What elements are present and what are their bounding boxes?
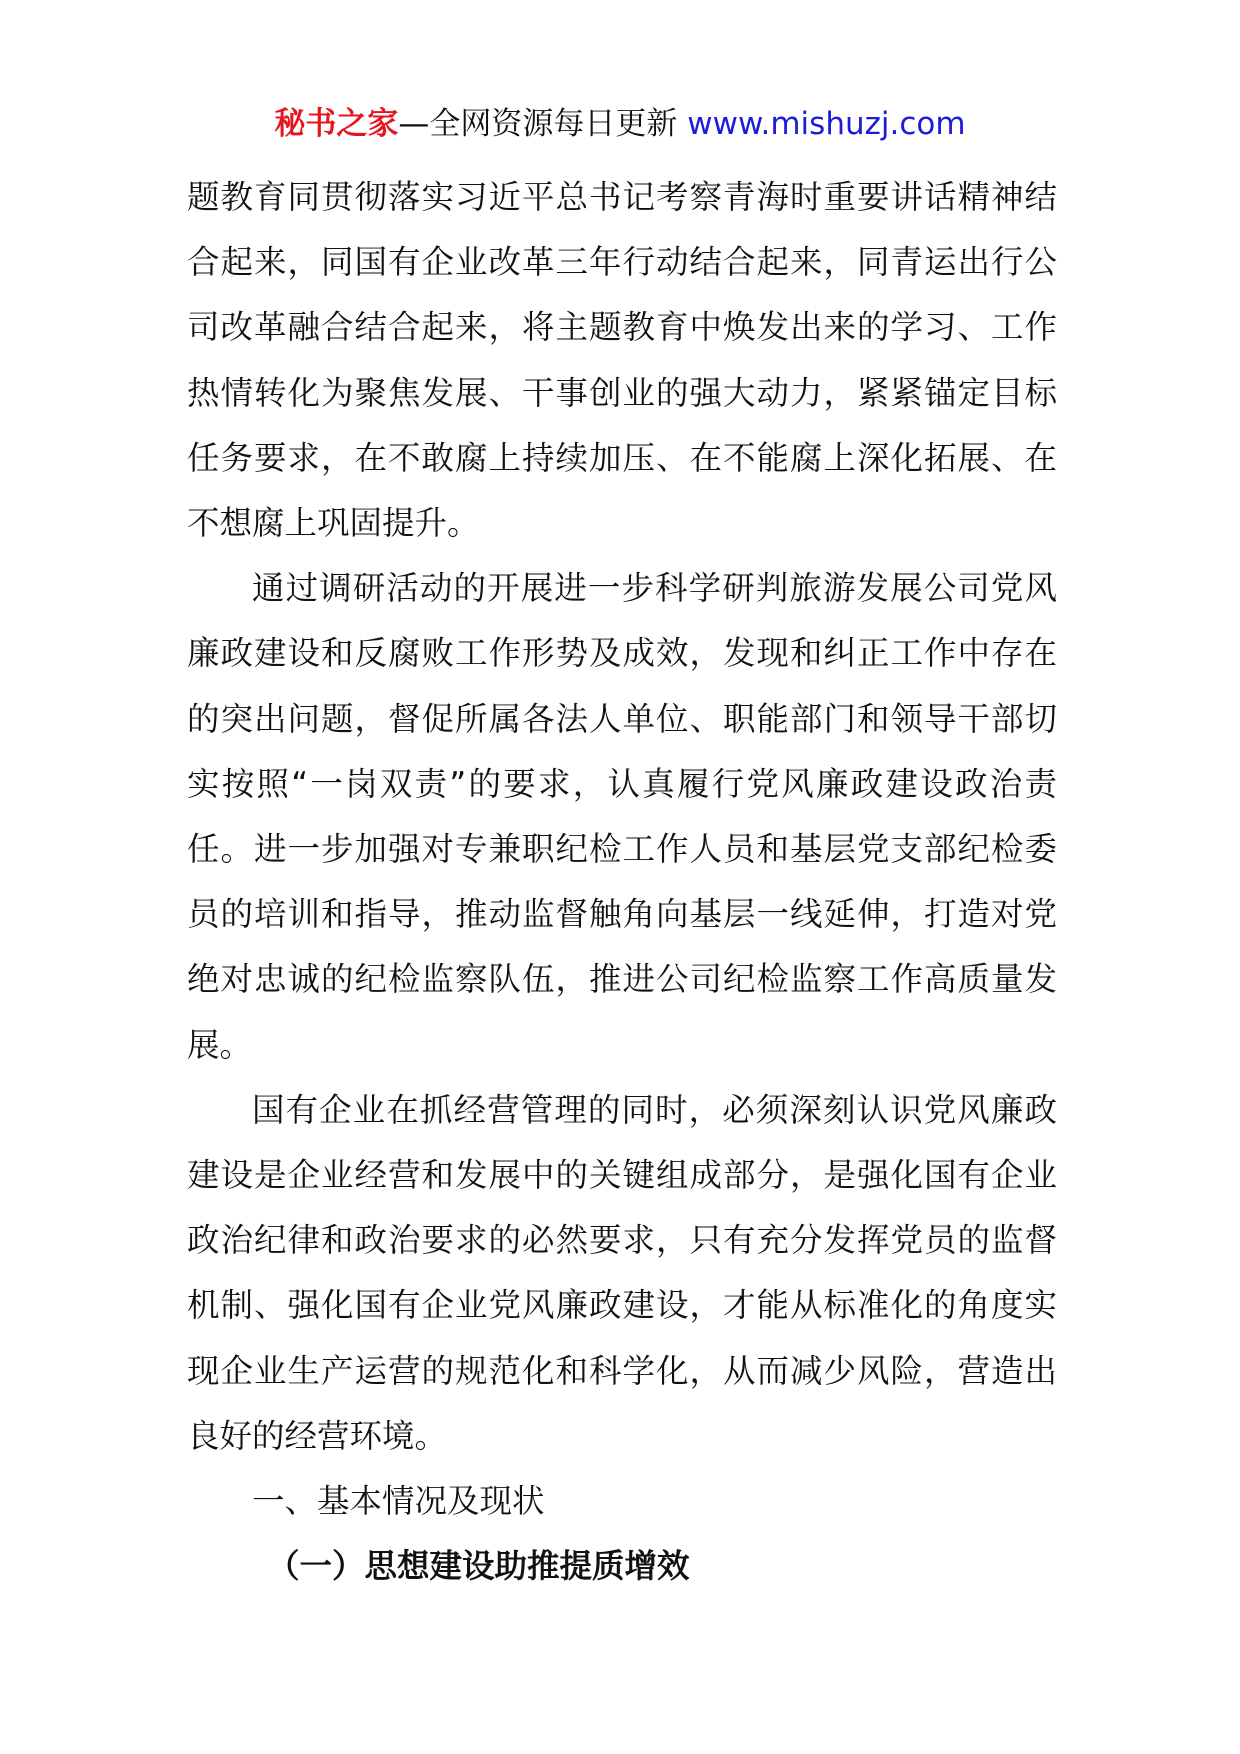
site-brand: 秘书之家 [274, 106, 399, 142]
site-header [0, 100, 1240, 148]
paragraph-research: 通过调研活动的开展进一步科学研判旅游发展公司党风廉政建设和反腐败工作形势及成效，发现和纠正工作中存在的突出问题，督促所属各法人单位、职能部门和领导干部切实按照“一岗双责”的要求，认真履行党风廉政建设政治责任。进一步加强对专兼职纪检工作人员和基层党支部纪检委员的培训和指导，推动监督触角向基层一线延伸，打造对党绝对忠诚的纪检监察队伍，推进公司纪检监察工作高质量发展。 [187, 569, 1057, 1064]
site-url-link[interactable]: www.mishuzj.com [687, 106, 966, 142]
section-heading: 一、基本情况及现状 [252, 1482, 545, 1521]
paragraph-soe: 国有企业在抓经营管理的同时，必须深刻认识党风廉政建设是企业经营和发展中的关键组成部分，是强化国有企业政治纪律和政治要求的必然要求，只有充分发挥党员的监督机制、强化国有企业党风廉政建设，才能从标准化的角度实现企业生产运营的规范化和科学化，从而减少风险，营造出良好的经营环境。 [187, 1090, 1057, 1455]
document-body [187, 165, 1057, 1599]
paragraph-continuation: 题教育同贯彻落实习近平总书记考察青海时重要讲话精神结合起来，同国有企业改革三年行动结合起来，同青运出行公司改革融合结合起来，将主题教育中焕发出来的学习、工作热情转化为聚焦发展、干事创业的强大动力，紧紧锚定目标任务要求，在不敢腐上持续加压、在不能腐上深化拓展、在不想腐上巩固提升。 [187, 178, 1057, 543]
site-tagline: —全网资源每日更新 [398, 106, 678, 142]
subsection-heading: （一）思想建设助推提质增效 [267, 1547, 690, 1586]
